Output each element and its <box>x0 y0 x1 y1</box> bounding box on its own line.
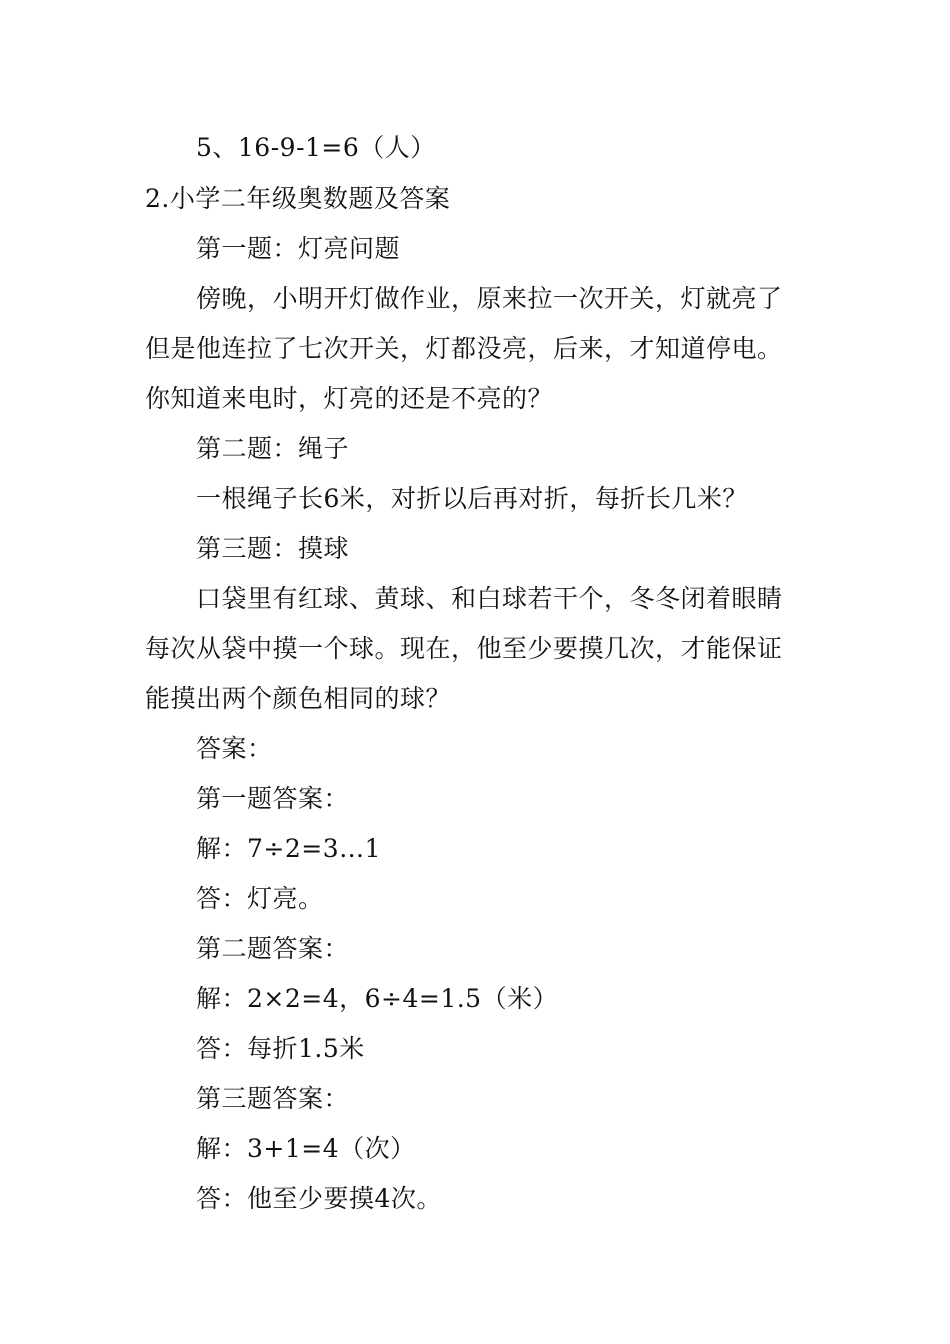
question-3-text-line-2: 每次从袋中摸一个球。现在，他至少要摸几次，才能保证 <box>145 634 783 663</box>
question-1-text-line-2: 但是他连拉了七次开关，灯都没亮，后来，才知道停电。 <box>145 334 783 363</box>
question-3-title: 第三题：摸球 <box>196 534 350 563</box>
answer-2-result: 答：每折1.5米 <box>196 1034 365 1063</box>
question-3-text-line-3: 能摸出两个颜色相同的球？ <box>145 684 452 713</box>
question-3-text-line-1: 口袋里有红球、黄球、和白球若干个，冬冬闭着眼睛 <box>196 584 783 613</box>
answer-1-heading: 第一题答案： <box>196 784 350 813</box>
answer-1-solution: 解：7÷2=3…1 <box>196 834 382 863</box>
question-2-text: 一根绳子长6米，对折以后再对折，每折长几米？ <box>196 484 748 513</box>
answer-3-solution: 解：3+1=4（次） <box>196 1134 416 1163</box>
section-heading: 2.小学二年级奥数题及答案 <box>145 184 451 213</box>
question-1-text-line-1: 傍晚，小明开灯做作业，原来拉一次开关，灯就亮了 <box>196 284 783 313</box>
answer-2-heading: 第二题答案： <box>196 934 350 963</box>
question-2-title: 第二题：绳子 <box>196 434 350 463</box>
question-1-title: 第一题：灯亮问题 <box>196 234 401 263</box>
answer-line-5: 5、16-9-1=6（人） <box>196 133 436 162</box>
answers-heading: 答案： <box>196 734 273 763</box>
answer-3-result: 答：他至少要摸4次。 <box>196 1184 442 1213</box>
answer-1-result: 答：灯亮。 <box>196 884 324 913</box>
answer-3-heading: 第三题答案： <box>196 1084 350 1113</box>
question-1-text-line-3: 你知道来电时，灯亮的还是不亮的？ <box>145 384 554 413</box>
answer-2-solution: 解：2×2=4，6÷4=1.5（米） <box>196 984 559 1013</box>
